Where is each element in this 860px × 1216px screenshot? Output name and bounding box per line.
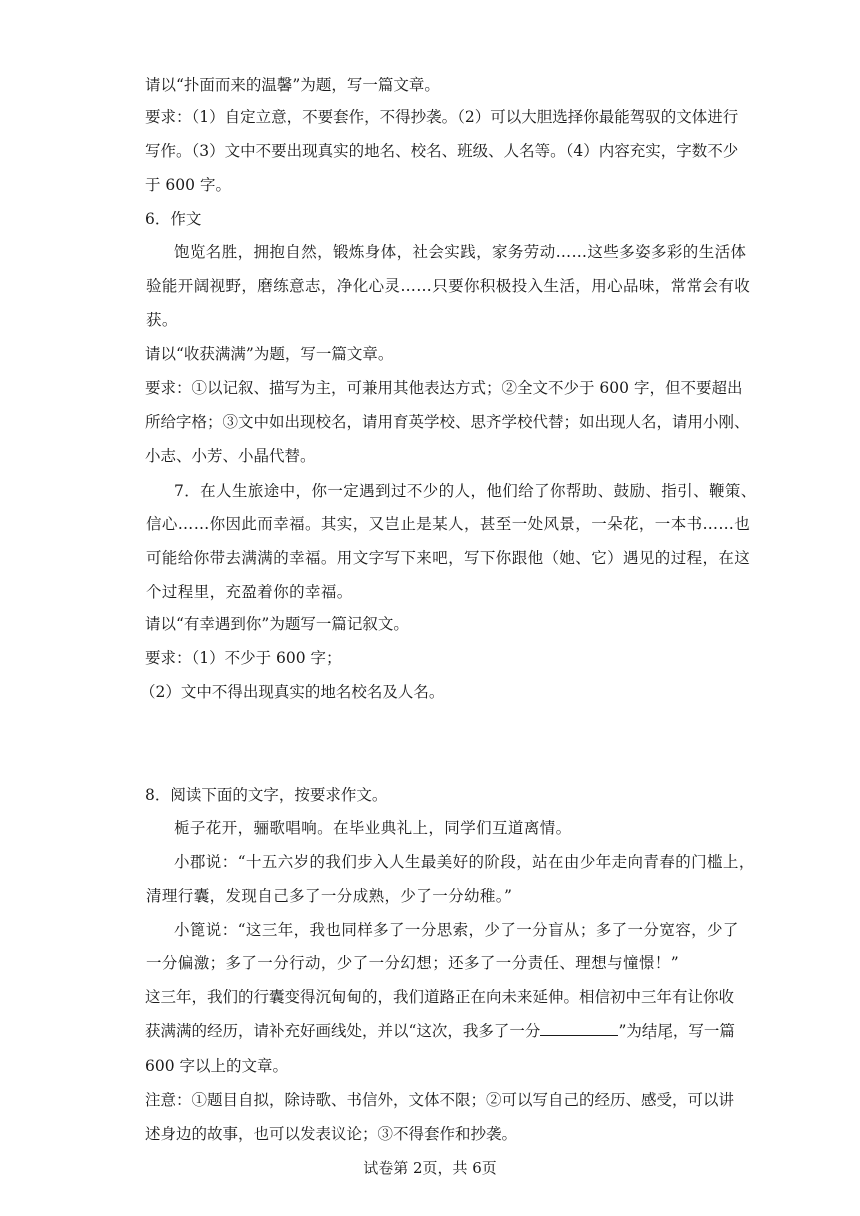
- q7-material-line-1: 7．在人生旅途中，你一定遇到过不少的人，他们给了你帮助、鼓励、指引、鞭策、: [174, 482, 757, 500]
- q6-requirement-line-3: 小志、小芳、小晶代替。: [145, 447, 316, 465]
- q6-material-line-2: 验能开阔视野，磨练意志，净化心灵……只要你积极投入生活，用心品味，常常会有收: [146, 277, 751, 295]
- q8-note-line-1: 注意：①题目自拟，除诗歌、书信外，文体不限；②可以写自己的经历、感受，可以讲: [145, 1091, 735, 1109]
- fill-in-blank-underline: [540, 1021, 618, 1036]
- q7-requirement-line-1: 要求：（1）不少于 600 字；: [145, 649, 342, 667]
- q6-material-line-1: 饱览名胜，拥抱自然，锻炼身体，社会实践，家务劳动……这些多姿多彩的生活体: [174, 243, 747, 261]
- q5-requirement-line-1: 要求：（1）自定立意，不要套作，不得抄袭。（2）可以大胆选择你最能驾驭的文体进行: [145, 108, 739, 126]
- q8-task-line-3: 600 字以上的文章。: [145, 1057, 289, 1075]
- q8-note-line-2: 述身边的故事，也可以发表议论；③不得套作和抄袭。: [145, 1125, 518, 1143]
- q8-material-line-3: 清理行囊，发现自己多了一分成熟，少了一分幼稚。”: [146, 887, 513, 905]
- q8-task-text-b: ”为: [618, 1022, 642, 1040]
- q7-material-line-2: 信心……你因此而幸福。其实，又岂止是某人，甚至一处风景，一朵花，一本书……也: [146, 515, 751, 533]
- q8-material-line-2: 小郡说：“十五六岁的我们步入人生最美好的阶段，站在由少年走向青春的门槛上，: [174, 853, 755, 871]
- q5-requirement-line-3: 于 600 字。: [145, 176, 231, 194]
- q5-requirement-line-2: 写作。（3）文中不要出现真实的地名、校名、班级、人名等。（4）内容充实，字数不少: [145, 142, 739, 160]
- q8-material-line-5: 一分偏激；多了一分行动，少了一分幻想；还多了一分责任、理想与憧憬！”: [146, 954, 680, 972]
- q7-prompt: 请以“有幸遇到你”为题写一篇记叙文。: [145, 615, 409, 633]
- q8-material-line-4: 小篦说：“这三年，我也同样多了一分思索，少了一分盲从；多了一分宽容，少了: [174, 921, 739, 939]
- q7-material-line-3: 可能给你带去满满的幸福。用文字写下来吧，写下你跟他（她、它）遇见的过程，在这: [146, 549, 751, 567]
- q8-task-line-1: 这三年，我们的行囊变得沉甸甸的，我们道路正在向未来延伸。相信初中三年有让你收: [145, 988, 735, 1006]
- q7-material-line-4: 个过程里，充盈着你的幸福。: [146, 583, 353, 601]
- q6-heading: 6．作文: [145, 210, 202, 228]
- q8-task-line-2: [145, 1021, 735, 1041]
- q8-task-text-c: [642, 1022, 673, 1040]
- q5-prompt: 请以“扑面而来的温馨”为题，写一篇文章。: [145, 76, 440, 94]
- emphasis-char: 尾: [657, 1022, 673, 1040]
- q8-material-line-1: 栀子花开，骊歌唱响。在毕业典礼上，同学们互道离情。: [174, 819, 572, 837]
- q8-task-text-a: 获满满的经历，请补充好画线处，并以“这次，我多了一分: [145, 1022, 541, 1040]
- q8-task-text-d: ，写一篇: [672, 1022, 735, 1040]
- q6-requirement-line-1: 要求：①以记叙、描写为主，可兼用其他表达方式；②全文不少于 600 字，但不要超出: [145, 379, 743, 397]
- page-number-footer: 试卷第 2页，共 6页: [363, 1159, 497, 1177]
- q6-material-line-3: 获。: [146, 311, 178, 329]
- emphasis-dotted-word: [642, 1022, 673, 1040]
- q7-requirement-line-2: （2）文中不得出现真实的地名校名及人名。: [140, 683, 445, 701]
- q8-heading: 8．阅读下面的文字，按要求作文。: [145, 786, 388, 804]
- q6-requirement-line-2: 所给字格；③文中如出现校名，请用育英学校、思齐学校代替；如出现人名，请用小刚、: [145, 413, 750, 431]
- emphasis-char: 结: [641, 1022, 658, 1040]
- q6-prompt: 请以“收获满满”为题，写一篇文章。: [145, 345, 394, 363]
